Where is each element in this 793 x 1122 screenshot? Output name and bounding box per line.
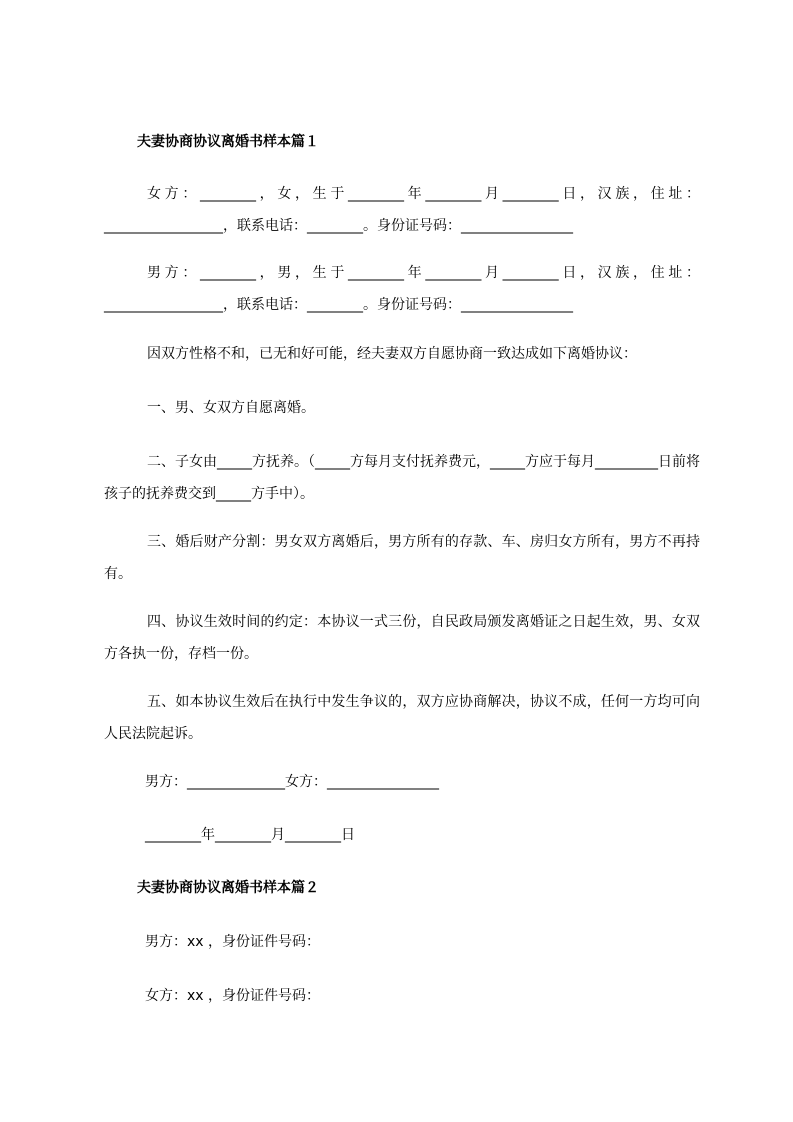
section2-male-line: 男方：xx ，身份证件号码： [145,934,321,950]
section2-female-line: 女方：xx ，身份证件号码： [145,988,321,1004]
section2-title: 夫妻协商协议离婚书样本篇２ [137,880,319,896]
male-info-paragraph: 男方：________，男，生于________年________月________日，汉族，住址：_________________，联系电话：________。身份证号码：________________ [104,265,700,313]
clause-1: 一、男、女双方自愿离婚。 [147,400,315,416]
clause-5: 五、如本协议生效后在执行中发生争议的，双方应协商解决，协议不成，任何一方均可向人民法院起诉。 [104,694,700,742]
clause-4: 四、协议生效时间的约定：本协议一式三份，自民政局颁发离婚证之日起生效，男、女双方各执一份，存档一份。 [104,614,700,662]
female-info-paragraph: 女方：________，女，生于________年________月________日，汉族，住址：_________________，联系电话：________。身份证号码：________________ [104,186,700,234]
clause-2: 二、子女由_____方抚养。（_____方每月支付抚养费元，_____方应于每月_________日前将孩子的抚养费交到_____方手中）。 [104,454,700,502]
section1-title: 夫妻协商协议离婚书样本篇１ [137,134,319,150]
clause-3: 三、婚后财产分割：男女双方离婚后，男方所有的存款、车、房归女方所有，男方不再持有。 [104,534,700,582]
signature-line: 男方：______________女方：________________ [145,774,439,790]
intro-paragraph: 因双方性格不和，已无和好可能，经夫妻双方自愿协商一致达成如下离婚协议： [147,346,637,362]
date-line: ________年________月________日 [145,827,355,843]
